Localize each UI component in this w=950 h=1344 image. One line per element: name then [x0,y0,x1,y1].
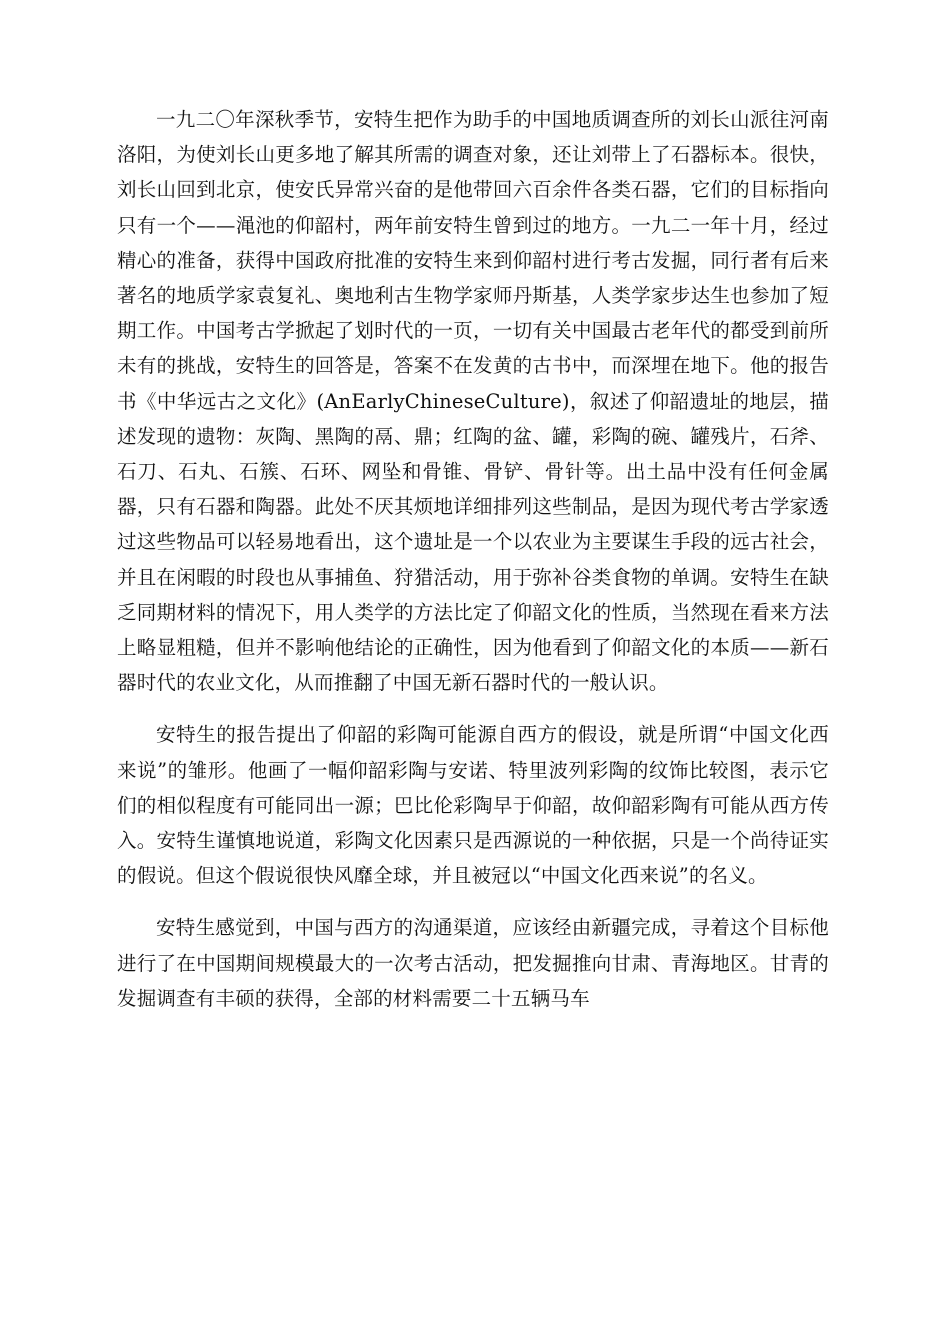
document-body [117,102,829,1016]
paragraph-yangshao-excavation: 一九二〇年深秋季节，安特生把作为助手的中国地质调查所的刘长山派往河南洛阳，为使刘长山更多地了解其所需的调查对象，还让刘带上了石器标本。很快，刘长山回到北京，使安氏异常兴奋的是他带回六百余件各类石器，它们的目标指向只有一个——渑池的仰韶村，两年前安特生曾到过的地方。一九二一年十月，经过精心的准备，获得中国政府批准的安特生来到仰韶村进行考古发掘，同行者有后来著名的地质学家袁复礼、奥地利古生物学家师丹斯基，人类学家步达生也参加了短期工作。中国考古学掀起了划时代的一页，一切有关中国最古老年代的都受到前所未有的挑战，安特生的回答是，答案不在发黄的古书中，而深埋在地下。他的报告书《中华远古之文化》(AnEarlyChineseCulture)，叙述了仰韶遗址的地层，描述发现的遗物：灰陶、黑陶的鬲、鼎；红陶的盆、罐，彩陶的碗、罐残片，石斧、石刀、石丸、石簇、石环、网坠和骨锥、骨铲、骨针等。出土品中没有任何金属器，只有石器和陶器。此处不厌其烦地详细排列这些制品，是因为现代考古学家透过这些物品可以轻易地看出，这个遗址是一个以农业为主要谋生手段的远古社会，并且在闲暇的时段也从事捕鱼、狩猎活动，用于弥补谷类食物的单调。安特生在缺乏同期材料的情况下，用人类学的方法比定了仰韶文化的性质，当然现在看来方法上略显粗糙，但并不影响他结论的正确性，因为他看到了仰韶文化的本质——新石器时代的农业文化，从而推翻了中国无新石器时代的一般认识。 [117,108,829,695]
paragraph-gansu-qinghai-expedition: 安特生感觉到，中国与西方的沟通渠道，应该经由新疆完成，寻着这个目标他进行了在中国期间规模最大的一次考古活动，把发掘推向甘肃、青海地区。甘青的发掘调查有丰硕的获得，全部的材料需要二十五辆马车 [117,916,829,1010]
paragraph-western-origin-theory: 安特生的报告提出了仰韶的彩陶可能源自西方的假设，就是所谓“中国文化西来说”的雏形。他画了一幅仰韶彩陶与安诺、特里波列彩陶的纹饰比较图，表示它们的相似程度有可能同出一源；巴比伦彩陶早于仰韶，故仰韶彩陶有可能从西方传入。安特生谨慎地说道，彩陶文化因素只是西源说的一种依据，只是一个尚待证实的假说。但这个假说很快风靡全球，并且被冠以“中国文化西来说”的名义。 [117,723,829,888]
